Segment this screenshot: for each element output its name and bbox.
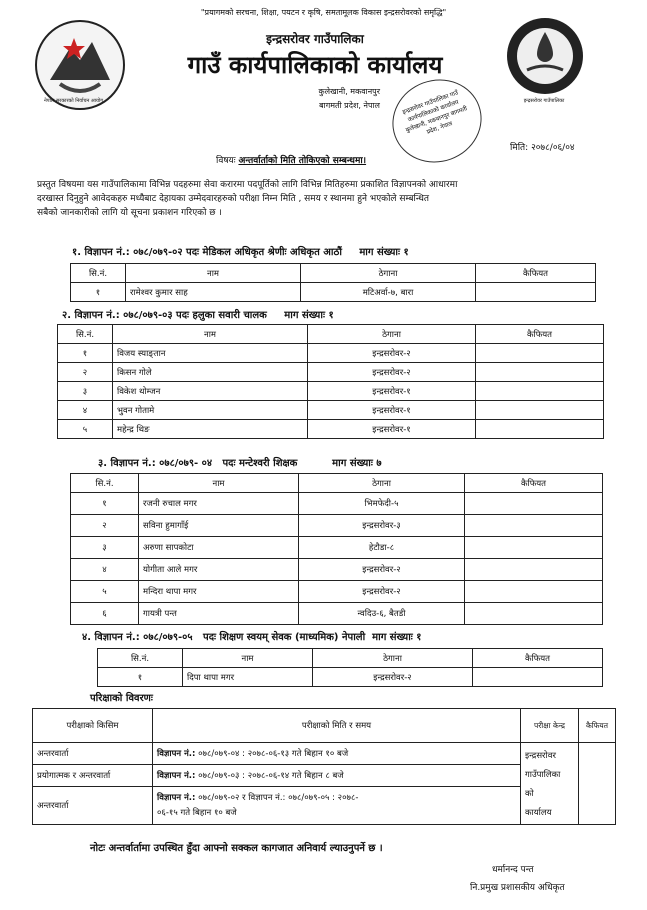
cell-sn: १ [71,493,139,515]
exam-table [32,708,616,825]
exam-type: प्रयोगात्मक र अन्तरवार्ता [33,765,153,787]
cell-address: हेटौडा-८ [299,537,465,559]
ad3-table [70,473,603,625]
cell-sn: ३ [58,382,113,401]
col-name: नाम [139,474,299,493]
ad4-table [97,648,603,687]
cell-remarks [473,668,603,687]
cell-name: किसन गोले [113,363,308,382]
cell-remarks [465,515,603,537]
ad1-table [70,263,596,302]
table-row [71,581,603,603]
note: नोटः अन्तर्वार्तामा उपस्थित हुँदा आफ्नो सक्कल कागजात अनिवार्य ल्याउनुपर्ने छ । [90,843,383,854]
cell-sn: २ [71,515,139,537]
col-exam-type: परीक्षाको किसिम [33,709,153,743]
date: मिति: २०७८/०६/०४ [510,143,575,153]
col-sn: सि.नं. [71,474,139,493]
table-header-row [58,325,604,344]
cell-remarks [465,493,603,515]
cell-address: भिमफेदी-५ [299,493,465,515]
cell-address: न्वदिउ-६, बैतडी [299,603,465,625]
table-row [58,420,604,439]
cell-name: अरुणा सापकोटा [139,537,299,559]
address-line2: बागमती प्रदेश, नेपाल [319,101,380,110]
cell-name: मन्दिरा थापा मगर [139,581,299,603]
table-row [71,603,603,625]
exam-ad-label: विज्ञापन नं.: [157,792,196,803]
cell-name: रामेश्वर कुमार साह [126,283,301,302]
exam-center-line: इन्द्रसरोवर [525,751,556,761]
exam-center-line: को [525,789,534,799]
table-row [71,493,603,515]
col-address: ठेगाना [308,325,476,344]
cell-name: सविना हुमागाँई [139,515,299,537]
left-logo-text: नेपाल सरकारको निर्वाचन आयोग [44,98,104,104]
col-exam-datetime: परीक्षाको मिति र समय [153,709,521,743]
cell-address: इन्द्रसरोवर-२ [299,559,465,581]
cell-remarks [476,420,604,439]
exam-datetime [153,765,521,787]
stamp-text: इन्द्रसरोवर गाउँपालिका गाउँ कार्यपालिकाको कार्यालय कुलेखानी, मकवानपुर बागमती प्रदेश, नेपाल [401,89,469,136]
cell-sn: ४ [71,559,139,581]
col-remarks: कैफियत [476,264,596,283]
cell-address: मटिअर्वा-७, बारा [301,283,476,302]
ad1-heading: १. विज्ञापन नं.: ०७८/०७९-०२ पदः मेडिकल अधिकृत श्रेणीः अधिकृत आठौं माग संख्याः १ [72,247,409,258]
cell-remarks [465,537,603,559]
ad2-heading: २. विज्ञापन नं.: ०७८/०७९-०३ पदः हलुका सवारी चालक माग संख्याः १ [62,310,334,321]
cell-sn: २ [58,363,113,382]
cell-address: इन्द्रसरोवर-१ [308,382,476,401]
exam-detail: ०७८/०७९-०३ : २०७८-०६-१४ गते बिहान ८ बजे [195,771,344,781]
exam-detail: ०७८/०७९-०४ : २०७८-०६-१३ गते बिहान १० बजे [195,749,349,759]
col-sn: सि.नं. [98,649,183,668]
slogan: "प्रयागमको सरचना, शिक्षा, पयटन र कृषि, समतामूलक विकास इन्द्रसरोवरको समृद्धि" [200,8,447,17]
exam-center-line: कार्यालय [525,808,552,818]
table-row [58,363,604,382]
exam-detail-cont: ०६-१५ गते बिहान १० बजे [157,807,237,818]
intro-line: दरखास्त दिनुहुने आवेदकहरु मध्यैबाट देहायका उम्मेदवारहरुको परीक्षा निम्न मिति , समय र स्थानमा हुने भएकोले सम्बन्धित [37,194,430,204]
exam-title: परिक्षाको विवरणः [90,693,153,704]
cell-remarks [465,603,603,625]
exam-type: अन्तरवार्ता [33,787,153,825]
col-name: नाम [126,264,301,283]
exam-ad-label: विज्ञापन नं.: [157,771,196,781]
cell-address: इन्द्रसरोवर-२ [308,363,476,382]
subject-line [216,153,366,166]
col-remarks: कैफियत [465,474,603,493]
table-row [71,515,603,537]
table-header-row [98,649,603,668]
table-row [58,382,604,401]
table-row [71,283,596,302]
table-header-row [71,264,596,283]
table-row [98,668,603,687]
cell-name: विकेश थोम्जन [113,382,308,401]
municipality-logo [505,16,585,96]
ad2-table [57,324,604,439]
col-sn: सि.नं. [71,264,126,283]
col-sn: सि.नं. [58,325,113,344]
subject-text: अन्तर्वार्ताको मिति तोकिएको सम्बन्धमा। [238,156,367,166]
col-name: नाम [183,649,313,668]
table-row [58,344,604,363]
exam-datetime [153,743,521,765]
cell-remarks [476,382,604,401]
intro-line: सबैको जानकारीको लागि यो सूचना प्रकाशन गरिएको छ । [37,208,222,218]
office-stamp [381,67,494,175]
cell-remarks [465,559,603,581]
col-name: नाम [113,325,308,344]
cell-address: इन्द्रसरोवर-२ [313,668,473,687]
cell-sn: १ [98,668,183,687]
cell-address: इन्द्रसरोवर-१ [308,420,476,439]
cell-remarks [476,344,604,363]
exam-detail: ०७८/०७९-०२ र विज्ञापन नं.: ०७८/०७९-०५ : २०७८- [195,792,359,803]
cell-sn: ५ [58,420,113,439]
cell-remarks [476,283,596,302]
exam-row [33,743,616,765]
cell-sn: १ [71,283,126,302]
cell-remarks [465,581,603,603]
cell-remarks [476,401,604,420]
cell-name: दिपा थापा मगर [183,668,313,687]
col-exam-remarks: कैफियत [579,709,616,743]
cell-sn: ५ [71,581,139,603]
exam-type: अन्तरवार्ता [33,743,153,765]
table-row [71,537,603,559]
signature-name: धर्मानन्द पन्त [492,865,534,875]
right-logo-text: इन्द्रसरोवर गाउँपालिका [523,98,565,104]
cell-name: गायत्री पन्त [139,603,299,625]
cell-address: इन्द्रसरोवर-२ [299,581,465,603]
ad3-heading: ३. विज्ञापन नं.: ०७८/०७९- ०४ पदः मन्टेश्वरी शिक्षक माग संख्याः ७ [98,458,382,469]
col-address: ठेगाना [301,264,476,283]
ad4-heading: ४. विज्ञापन नं.: ०७८/०७९-०५ पदः शिक्षण स्वयम् सेवक (माध्यमिक) नेपाली माग संख्याः १ [82,632,422,643]
col-remarks: कैफियत [476,325,604,344]
cell-sn: ६ [71,603,139,625]
table-header-row [71,474,603,493]
cell-remarks [476,363,604,382]
exam-center [521,743,579,825]
cell-address: इन्द्रसरोवर-२ [308,344,476,363]
cell-name: महेन्द्र थिङ [113,420,308,439]
col-address: ठेगाना [299,474,465,493]
cell-name: रजनी रुचाल मगर [139,493,299,515]
cell-sn: ४ [58,401,113,420]
intro-paragraph [37,178,637,220]
cell-name: योगीता आले मगर [139,559,299,581]
address-line1: कुलेखानी, मकवानपुर [318,87,380,96]
cell-address: इन्द्रसरोवर-१ [308,401,476,420]
table-row [71,559,603,581]
exam-remarks [579,743,616,825]
intro-line: प्रस्तुत विषयमा यस गाउँपालिकामा विभिन्न पदहरुमा सेवा करारमा पदपूर्तिको लागि विभिन्न मितिहरुमा प्रकाशित विज्ञापनको आधारमा [37,180,458,190]
signature-title: नि.प्रमुख प्रशासकीय अधिकृत [470,883,565,893]
cell-sn: ३ [71,537,139,559]
cell-name: विजय स्याङ्तान [113,344,308,363]
exam-center-line: गाउँपालिका [525,770,561,780]
col-address: ठेगाना [313,649,473,668]
col-exam-center: परीक्षा केन्द्र [521,709,579,743]
cell-name: भुवन गोतामे [113,401,308,420]
cell-sn: १ [58,344,113,363]
municipality-name: इन्द्रसरोवर गाउँपालिका [266,32,364,46]
office-title: गाउँ कार्यपालिकाको कार्यालय [187,51,443,79]
exam-header-row [33,709,616,743]
subject-label: विषयः [216,156,236,166]
exam-ad-label: विज्ञापन नं.: [157,749,196,759]
table-row [58,401,604,420]
col-remarks: कैफियत [473,649,603,668]
cell-address: इन्द्रसरोवर-३ [299,515,465,537]
exam-datetime [153,787,521,825]
